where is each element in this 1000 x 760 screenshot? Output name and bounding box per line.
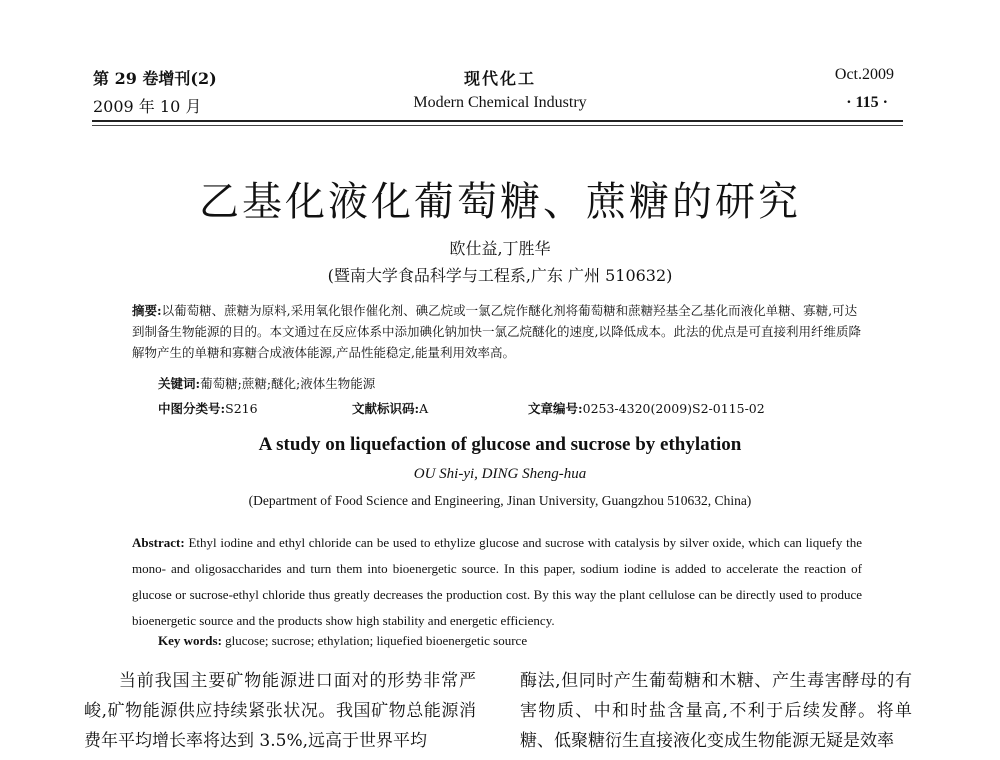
doc-label: 文献标识码: (352, 401, 420, 416)
abstract-en (132, 530, 862, 634)
header-rule-thin (92, 125, 903, 126)
paper-title-en: A study on liquefaction of glucose and sucrose by ethylation (258, 434, 742, 455)
issue-date-cn: 2009 年 10 月 (93, 97, 202, 116)
article-value: 0253-4320(2009)S2-0115-02 (582, 401, 765, 416)
header-rule-thick (92, 120, 903, 122)
body-column-left (84, 666, 476, 756)
paper-title-cn: 乙基化液化葡萄糖、蔗糖的研究 (199, 179, 801, 225)
page-number: · 115 · (846, 94, 888, 111)
article-number (528, 399, 765, 417)
keywords-en (158, 633, 527, 649)
document-code (352, 399, 428, 417)
body-column-right (520, 666, 912, 756)
affiliation-en: (Department of Food Science and Engineering, Jinan University, Guangzhou 510632, China) (248, 493, 752, 508)
doc-value: A (419, 401, 429, 416)
abstract-en-text: Ethyl iodine and ethyl chloride can be used to ethylize glucose and sucrose with catalysis by silver oxide, which can liquefy the mono- and oligosaccharides and turn them into bioenergetic source. In this paper, sodium iodine is added to accelerate the reaction of glucose or sucrose-ethyl chloride thus greatly decreases the production cost. By this way the plant cellulose can be directly used to produce bioenergetic source and the products show high stability and energetic efficiency. (132, 535, 862, 628)
issue-date-en: Oct.2009 (834, 66, 894, 83)
abstract-cn-label: 摘要: (132, 303, 162, 318)
journal-name-cn: 现代化工 (463, 69, 536, 88)
keywords-en-text: glucose; sucrose; ethylation; liquefied bioenergetic source (225, 633, 528, 648)
keywords-cn-label: 关键词: (158, 376, 201, 391)
keywords-en-label: Key words: (158, 633, 222, 648)
abstract-cn-text: 以葡萄糖、蔗糖为原料,采用氧化银作催化剂、碘乙烷或一氯乙烷作醚化剂将葡萄糖和蔗糖羟基全乙基化而液化单糖、寡糖,可达到制备生物能源的目的。本文通过在反应体系中添加碘化钠加快一氯乙烷醚化的速度,以降低成本。此法的优点是可直接利用纤维质降解物产生的单糖和寡糖合成液体能源,产品性能稳定,能量利用效率高。 (132, 303, 861, 360)
body-left-text: 当前我国主要矿物能源进口面对的形势非常严峻,矿物能源供应持续紧张状况。我国矿物总能源消费年平均增长率将达到 3.5%,远高于世界平均 (84, 671, 476, 751)
article-label: 文章编号: (528, 401, 583, 416)
abstract-en-label: Abstract: (132, 535, 185, 550)
body-right-text: 酶法,但同时产生葡萄糖和木糖、产生毒害酵母的有害物质、中和时盐含量高,不利于后续发酵。将单糖、低聚糖衍生直接液化变成生物能源无疑是效率 (520, 671, 912, 751)
clc-value: S216 (225, 401, 258, 416)
clc-number (158, 399, 258, 417)
journal-name-en: Modern Chemical Industry (413, 94, 587, 111)
abstract-cn (132, 300, 862, 363)
keywords-cn-text: 葡萄糖;蔗糖;醚化;液体生物能源 (200, 376, 376, 391)
authors-en: OU Shi-yi, DING Sheng-hua (413, 466, 587, 482)
volume-label: 第 29 卷增刊(2) (93, 69, 217, 88)
authors-cn: 欧仕益,丁胜华 (449, 239, 551, 258)
clc-label: 中图分类号: (158, 401, 226, 416)
affiliation-cn: (暨南大学食品科学与工程系,广东 广州 510632) (327, 266, 673, 285)
keywords-cn (158, 374, 375, 392)
